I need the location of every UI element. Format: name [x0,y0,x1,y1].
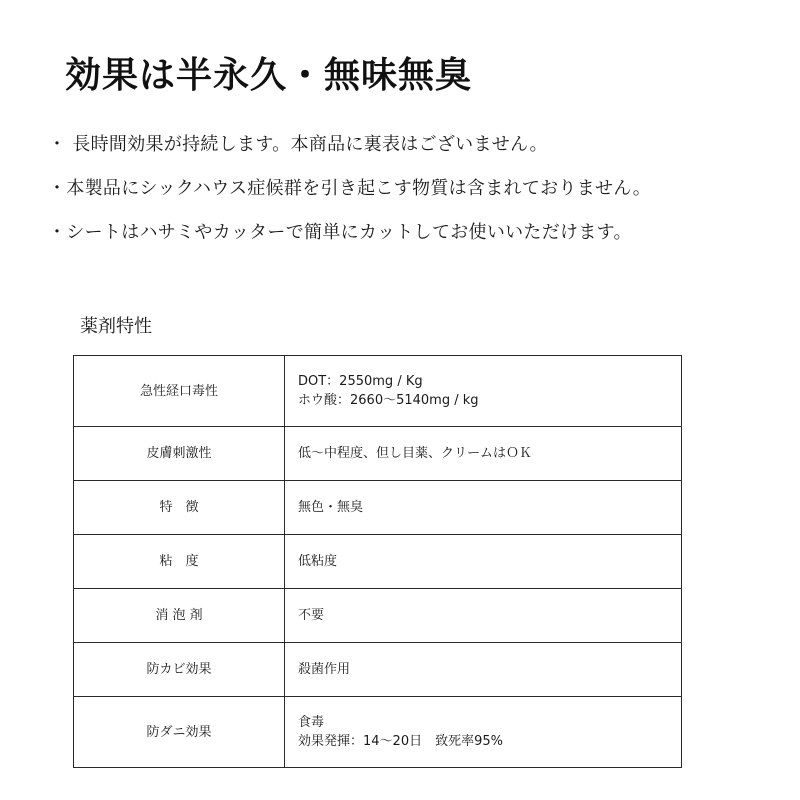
property-label: 特 徴 [74,481,285,535]
property-value [285,481,682,535]
property-value-line: 殺菌作用 [298,662,351,677]
feature-item: ・ 長時間効果が持続します。本商品に裏表はございません。 [48,134,548,155]
property-value-line: 低粘度 [298,554,338,569]
property-value [285,356,682,427]
property-label: 防カビ効果 [74,643,285,697]
property-label: 消 泡 剤 [74,589,285,643]
section-title: 薬剤特性 [80,316,152,337]
table-row [74,481,682,535]
property-value [285,643,682,697]
table-row [74,589,682,643]
property-value [285,589,682,643]
feature-list [48,133,651,265]
table-row [74,427,682,481]
feature-item: ・シートはハサミやカッターで簡単にカットしてお使いいただけます。 [48,222,632,243]
property-value-line: ホウ酸：2660〜5140mg / kg [298,393,479,408]
property-label: 粘 度 [74,535,285,589]
table-row [74,356,682,427]
table-row [74,535,682,589]
property-value-line: 効果発揮：14〜20日 致死率95% [298,734,503,749]
property-label: 防ダニ効果 [74,697,285,768]
property-label: 急性経口毒性 [74,356,285,427]
property-value [285,535,682,589]
property-value [285,697,682,768]
table-row [74,643,682,697]
property-label: 皮膚刺激性 [74,427,285,481]
chemical-properties-table [73,355,682,768]
property-value [285,427,682,481]
feature-item: ・本製品にシックハウス症候群を引き起こす物質は含まれておりません。 [48,178,651,199]
page-title: 効果は半永久・無味無臭 [65,55,473,96]
property-value-line: 低〜中程度、但し目薬、クリームはＯＫ [298,446,533,461]
property-value-line: DOT：2550mg / Kg [298,374,423,389]
property-value-line: 無色・無臭 [298,500,364,515]
property-value-line: 食毒 [298,715,325,730]
property-value-line: 不要 [298,608,325,623]
table-row [74,697,682,768]
